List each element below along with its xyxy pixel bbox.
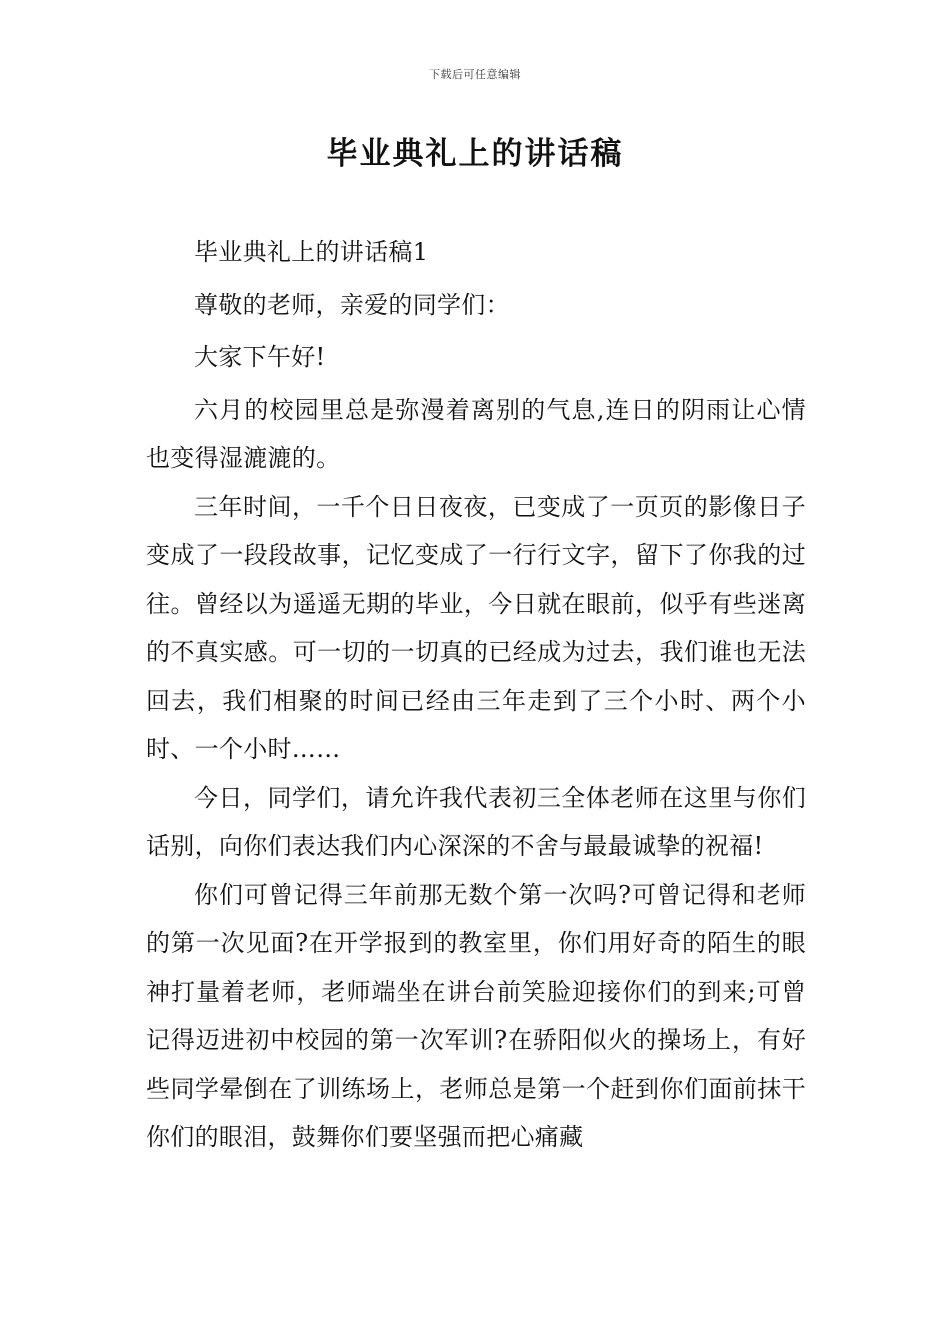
document-body (146, 228, 806, 1162)
paragraph-salutation: 尊敬的老师，亲爱的同学们： (194, 290, 510, 319)
paragraph: 今日，同学们，请允许我代表初三全体老师在这里与你们话别，向你们表达我们内心深深的不舍与最最诚挚的祝福! (146, 783, 806, 860)
paragraph: 你们可曾记得三年前那无数个第一次吗?可曾记得和老师的第一次见面?在开学报到的教室里，你们用好奇的陌生的眼神打量着老师，老师端坐在讲台前笑脸迎接你们的到来;可曾记得迈进初中校园的第一次军训?在骄阳似火的操场上，有好些同学晕倒在了训练场上，老师总是第一个赶到你们面前抹干你们的眼泪，鼓舞你们要坚强而把心痛藏 (146, 880, 806, 1151)
paragraph: 三年时间，一千个日日夜夜，已变成了一页页的影像日子变成了一段段故事，记忆变成了一行行文字，留下了你我的过往。曾经以为遥遥无期的毕业，今日就在眼前，似乎有些迷离的不真实感。可一切的一切真的已经成为过去，我们谁也无法回去，我们相聚的时间已经由三年走到了三个小时、两个小时、一个小时…… (146, 492, 806, 763)
document-title: 毕业典礼上的讲话稿 (326, 136, 624, 172)
header-note: 下载后可任意编辑 (429, 68, 521, 81)
paragraph-greeting: 大家下午好! (194, 343, 326, 371)
paragraph: 六月的校园里总是弥漫着离别的气息,连日的阴雨让心情也变得湿漉漉的。 (146, 395, 806, 472)
paragraph-subtitle: 毕业典礼上的讲话稿1 (194, 238, 429, 266)
